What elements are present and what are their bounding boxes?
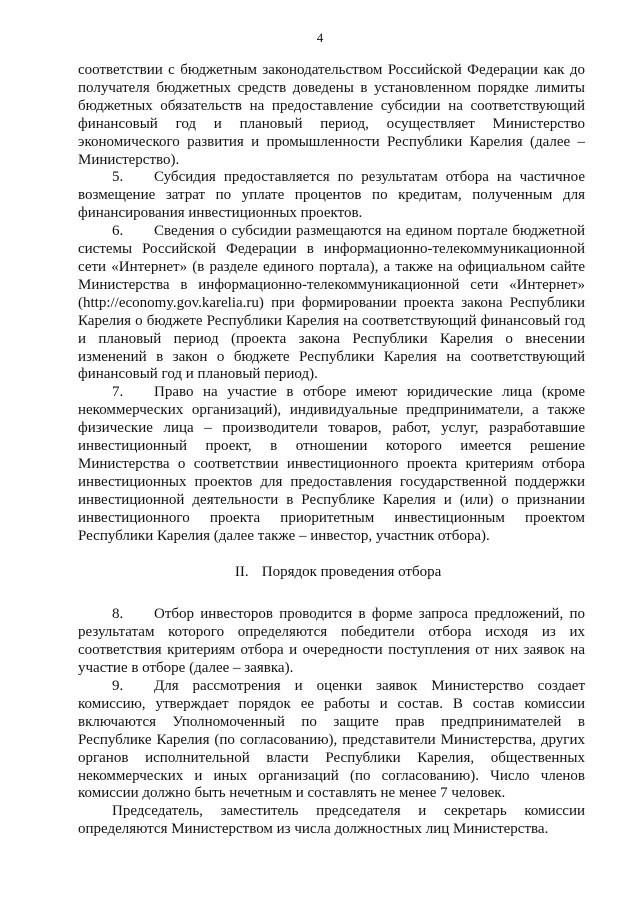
paragraph-text: Председатель, заместитель председателя и секретарь комиссии определяются Министерством из числа должностных лиц Министерства. (78, 803, 585, 838)
paragraph-text: Сведения о субсидии размещаются на едином портале бюджетной системы Российской Федерации в информационно-телекоммуникационной сети «Интернет» (в разделе единого портала), а также на официальном сайте Министерства в информационно-телекоммуникационной сети «Интернет» (http://economy.gov.karelia.ru) при формировании проекта закона Республики Карелия о бюджете Республики Карелия на соответствующий финансовый год и плановый период (проекта закона Республики Карелия о внесении изменений в закон о бюджете Республики Карелия на соответствующий финансовый год и плановый период). (78, 223, 585, 383)
paragraph-text: Субсидия предоставляется по результатам отбора на частичное возмещение затрат по уплате процентов по кредитам, полученным для финансирования инвестиционных проектов. (78, 169, 585, 222)
paragraph-number: 9. (112, 678, 124, 694)
paragraph-text: Отбор инвесторов проводится в форме запроса предложений, по результатам которого определяются победители отбора исходя из их соответствия критериям отбора и очередности поступления от них заявок на участие в отборе (далее – заявка). (78, 606, 585, 677)
paragraph-9 (78, 678, 585, 803)
paragraph-number: 5. (112, 169, 124, 186)
paragraph-continued (78, 62, 585, 169)
section-heading (78, 564, 585, 582)
paragraph-number: 8. (112, 606, 124, 623)
paragraph-text: Право на участие в отборе имеют юридические лица (кроме некоммерческих организаций), индивидуальные предприниматели, а также физические лица – производители товаров, работ, услуг, разработавшие инвестиционный проект, в отношении которого имеется решение Министерства о соответствии инвестиционного проекта критериям отбора инвестиционных проектов для предоставления государственной поддержки инвестиционной деятельности в Республике Карелия и (или) о признании инвестиционного проекта приоритетным инвестиционным проектом Республики Карелия (далее также – инвестор, участник отбора). (78, 384, 585, 544)
section-number: II. (234, 564, 249, 581)
paragraph-text: Для рассмотрения и оценки заявок Министерство создает комиссию, утверждает порядок ее работы и состав. В состав комиссии включаются Уполномоченный по защите прав предпринимателей в Республике Карелия (по согласованию), представители Министерства, других органов исполнительной власти Республики Карелия, общественных некоммерческих и иных организаций (по согласованию). Число членов комиссии должно быть нечетным и составлять не менее 7 человек. (78, 678, 585, 802)
paragraph-6 (78, 223, 585, 384)
page-number: 4 (316, 30, 324, 45)
document-body (78, 62, 585, 839)
section-title: Порядок проведения отбора (261, 564, 442, 581)
paragraph-number: 7. (112, 384, 124, 401)
paragraph-5 (78, 169, 585, 223)
paragraph-number: 6. (112, 223, 124, 240)
paragraph-text: соответствии с бюджетным законодательством Российской Федерации как до получателя бюджетных средств доведены в установленном порядке лимиты бюджетных обязательств на предоставление субсидии на соответствующий финансовый год и плановый период, осуществляет Министерство экономического развития и промышленности Республики Карелия (далее – Министерство). (78, 62, 585, 168)
paragraph-commission-officers (78, 803, 585, 839)
paragraph-7 (78, 384, 585, 545)
paragraph-8 (78, 606, 585, 678)
